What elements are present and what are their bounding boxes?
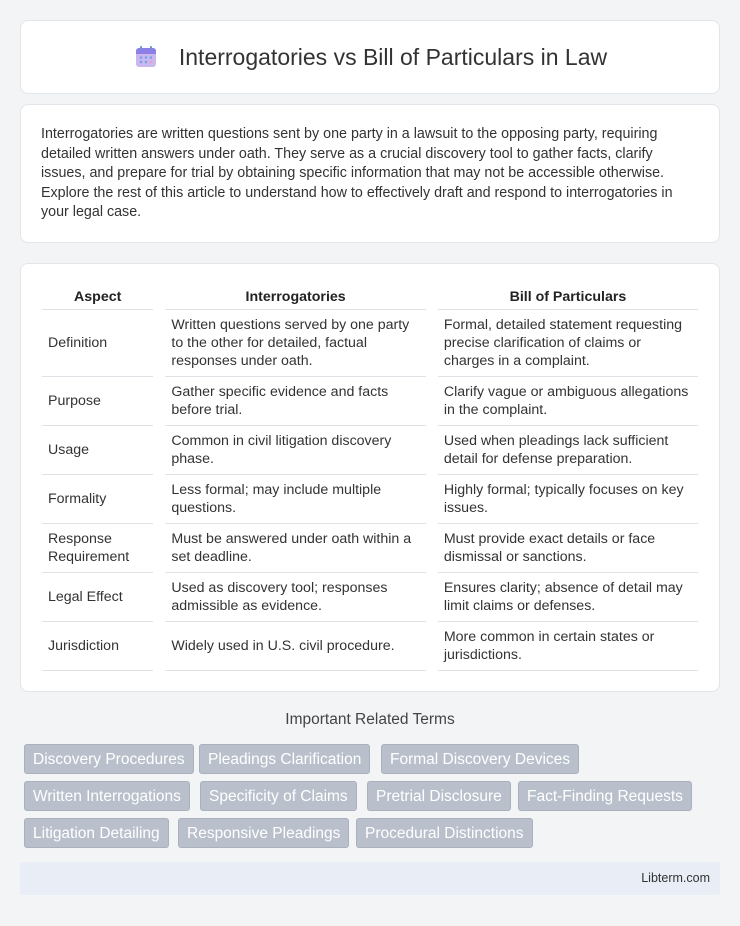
table-row — [42, 309, 698, 376]
row-aspect: Legal Effect — [42, 572, 153, 621]
related-term-tag[interactable]: Pretrial Disclosure — [367, 781, 511, 811]
row-interrogatories: Written questions served by one party to the other for detailed, factual responses under oath. — [165, 309, 425, 376]
footer — [20, 862, 720, 895]
row-bill-of-particulars: Clarify vague or ambiguous allegations in the complaint. — [438, 376, 698, 425]
related-term-tag[interactable]: Specificity of Claims — [200, 781, 357, 811]
row-bill-of-particulars: Must provide exact details or face dismissal or sanctions. — [438, 523, 698, 572]
related-term-tag[interactable]: Litigation Detailing — [24, 818, 169, 848]
row-bill-of-particulars: Highly formal; typically focuses on key issues. — [438, 474, 698, 523]
table-row — [42, 621, 698, 670]
related-term-tag[interactable]: Written Interrogations — [24, 781, 190, 811]
footer-site-link[interactable]: Libterm.com — [641, 871, 710, 885]
related-term-tag[interactable]: Procedural Distinctions — [356, 818, 533, 848]
row-bill-of-particulars: Ensures clarity; absence of detail may limit claims or defenses. — [438, 572, 698, 621]
row-bill-of-particulars: Used when pleadings lack sufficient detail for defense preparation. — [438, 425, 698, 474]
row-aspect: Response Requirement — [42, 523, 153, 572]
related-term-tag[interactable]: Formal Discovery Devices — [381, 744, 579, 774]
related-term-tag[interactable]: Discovery Procedures — [24, 744, 194, 774]
document-icon — [133, 44, 159, 70]
header-card — [20, 20, 720, 94]
comparison-table-card — [20, 263, 720, 692]
row-interrogatories: Common in civil litigation discovery phase. — [165, 425, 425, 474]
row-interrogatories: Less formal; may include multiple questions. — [165, 474, 425, 523]
table-row — [42, 523, 698, 572]
row-interrogatories: Widely used in U.S. civil procedure. — [165, 621, 425, 670]
header-bill-of-particulars: Bill of Particulars — [438, 284, 698, 309]
row-bill-of-particulars: More common in certain states or jurisdictions. — [438, 621, 698, 670]
row-aspect: Jurisdiction — [42, 621, 153, 670]
row-interrogatories: Gather specific evidence and facts before trial. — [165, 376, 425, 425]
row-aspect: Usage — [42, 425, 153, 474]
table-row — [42, 572, 698, 621]
related-terms-title: Important Related Terms — [285, 711, 455, 728]
related-term-tag[interactable]: Fact-Finding Requests — [518, 781, 692, 811]
row-interrogatories: Must be answered under oath within a set deadline. — [165, 523, 425, 572]
row-bill-of-particulars: Formal, detailed statement requesting precise clarification of claims or charges in a complaint. — [438, 309, 698, 376]
related-term-tag[interactable]: Responsive Pleadings — [178, 818, 349, 848]
intro-text: Interrogatories are written questions sent by one party in a lawsuit to the opposing party, requiring detailed written answers under oath. They serve as a crucial discovery tool to gather facts, clarify issues, and prepare for trial by obtaining specific information that may not be accessible otherwise. Explore the rest of this article to understand how to effectively draft and respond to interrogatories in your legal case. — [41, 126, 673, 220]
row-aspect: Definition — [42, 309, 153, 376]
row-interrogatories: Used as discovery tool; responses admissible as evidence. — [165, 572, 425, 621]
table-row — [42, 376, 698, 425]
header-aspect: Aspect — [42, 284, 153, 309]
related-term-tag[interactable]: Pleadings Clarification — [199, 744, 370, 774]
page-title: Interrogatories vs Bill of Particulars in Law — [178, 43, 608, 70]
header-interrogatories: Interrogatories — [165, 284, 425, 309]
table-row — [42, 474, 698, 523]
table-row — [42, 425, 698, 474]
row-aspect: Purpose — [42, 376, 153, 425]
intro-card — [20, 104, 720, 243]
row-aspect: Formality — [42, 474, 153, 523]
comparison-table — [42, 284, 698, 671]
